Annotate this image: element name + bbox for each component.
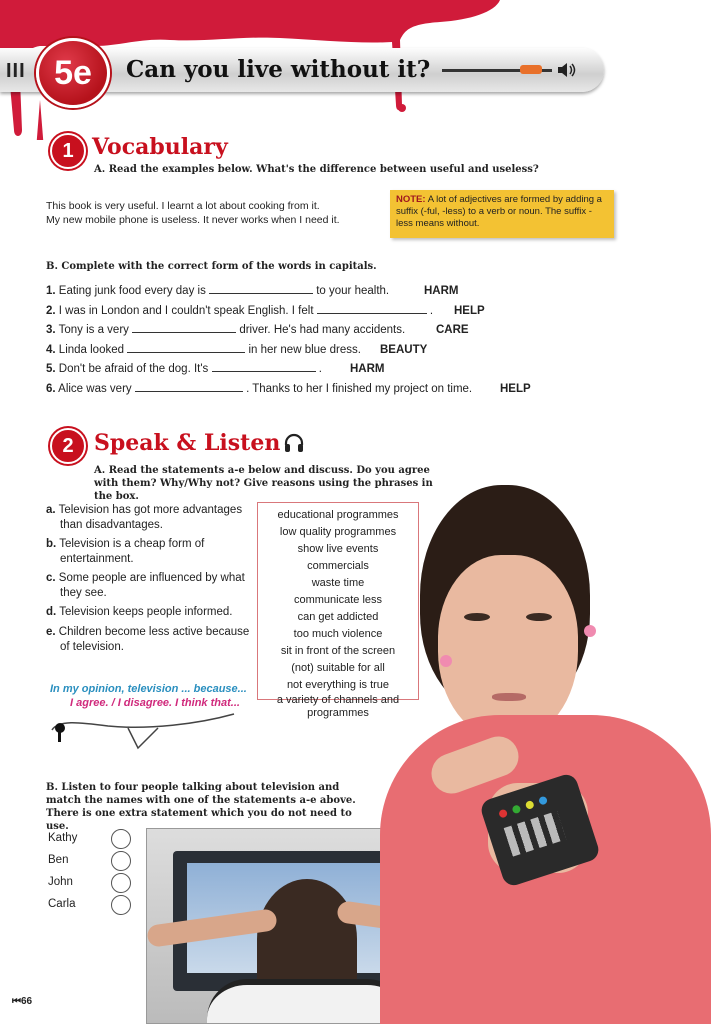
question-number: 3. — [46, 324, 56, 336]
question-text-after: in her new blue dress. — [248, 343, 361, 356]
question-text-before: Tony is a very — [58, 324, 129, 336]
phrase-item: low quality programmes — [279, 526, 397, 538]
capital-word: HELP — [454, 304, 485, 317]
opinion-phrase: In my opinion, television ... because... — [50, 683, 247, 695]
speaker-name: Ben — [48, 854, 69, 866]
bars-mark: III — [6, 60, 26, 82]
question-row — [46, 324, 405, 336]
headphones-icon — [283, 432, 305, 454]
page-title: Can you live without it? — [126, 56, 431, 83]
section-title-speak: Speak & Listen — [94, 430, 281, 456]
question-number: 2. — [46, 304, 56, 317]
capital-word: HELP — [500, 382, 531, 395]
capital-word: HARM — [350, 363, 385, 375]
statement-text: Some people are influenced by what they see. — [58, 572, 245, 599]
question-row — [46, 305, 433, 317]
phrase-item: sit in front of the screen — [280, 645, 396, 657]
phrase-item: too much violence — [293, 628, 383, 640]
capital-word: BEAUTY — [380, 343, 428, 356]
phrase-item: can get addicted — [297, 611, 379, 623]
note-label: NOTE: — [396, 194, 426, 205]
statement-letter: b. — [46, 538, 57, 550]
capital-word: CARE — [436, 324, 469, 336]
question-row — [46, 363, 322, 375]
question-number: 1. — [46, 285, 56, 297]
capital-word: HARM — [424, 285, 459, 297]
phrase-item: (not) suitable for all — [291, 662, 385, 674]
statement-text: Children become less active because of television. — [58, 626, 250, 653]
page-number: ⏮66 — [12, 996, 33, 1007]
question-text-before: Don't be afraid of the dog. It's — [58, 363, 209, 375]
speech-bubble-icon — [48, 708, 238, 752]
answer-blank[interactable] — [212, 371, 316, 372]
phrase-item: commercials — [307, 560, 369, 572]
girl-photo — [360, 445, 711, 1024]
agree-phrase: I agree. / I disagree. I think that... — [70, 697, 240, 709]
question-text-after: . — [429, 304, 434, 317]
phrase-item: not everything is true — [286, 679, 390, 691]
phrase-item: communicate less — [293, 594, 383, 606]
example-sentence: My new mobile phone is useless. It never works when I need it. — [46, 214, 340, 226]
question-row — [46, 383, 472, 395]
statement-letter: a. — [46, 504, 56, 516]
question-row — [46, 344, 361, 356]
section-number-speak: 2 — [50, 428, 86, 464]
answer-blank[interactable] — [127, 352, 245, 353]
answer-blank[interactable] — [209, 293, 313, 294]
statement-text: Television keeps people informed. — [59, 606, 233, 618]
answer-blank[interactable] — [132, 332, 236, 333]
phrase-item: a variety of channels and programmes — [276, 694, 400, 719]
answer-circle[interactable] — [111, 873, 131, 893]
section-number-vocabulary: 1 — [50, 133, 86, 169]
statement-item — [46, 605, 256, 620]
question-text-after: driver. He's had many accidents. — [239, 324, 406, 336]
phrase-item: show live events — [297, 543, 379, 555]
answer-blank[interactable] — [317, 313, 427, 314]
statement-item — [46, 537, 256, 566]
question-text-after: to your health. — [316, 285, 390, 297]
question-text-before: Linda looked — [58, 343, 125, 356]
statement-letter: d. — [46, 606, 57, 618]
note-text: A lot of adjectives are formed by adding a suffix (-ful, -less) to a verb or noun. The suffix -less means without. — [396, 194, 602, 229]
question-text-after: . — [318, 363, 322, 375]
answer-circle[interactable] — [111, 895, 131, 915]
instruction-b-speak: B. Listen to four people talking about television and match the names with one of the statements a-e above. There is one extra statement which you do not need to use. — [46, 782, 356, 832]
example-sentence: This book is very useful. I learnt a lot about cooking from it. — [46, 200, 320, 212]
statement-text: Television has got more advantages than disadvantages. — [58, 504, 243, 531]
question-text-before: Alice was very — [58, 382, 132, 395]
statement-item — [46, 571, 256, 600]
answer-circle[interactable] — [111, 829, 131, 849]
statement-letter: c. — [46, 572, 56, 584]
speaker-icon[interactable] — [556, 61, 578, 79]
question-text-before: Eating junk food every day is — [58, 285, 206, 297]
rewind-icon: ⏮ — [12, 996, 21, 1007]
answer-circle[interactable] — [111, 851, 131, 871]
question-text-before: I was in London and I couldn't speak English. I felt — [58, 304, 314, 317]
question-number: 5. — [46, 363, 56, 375]
question-text-after: . Thanks to her I finished my project on time. — [246, 382, 473, 395]
speaker-name: John — [48, 876, 73, 888]
volume-slider-knob[interactable] — [520, 65, 542, 74]
section-title-vocabulary: Vocabulary — [92, 134, 228, 160]
instruction-a-speak: A. Read the statements a-e below and discuss. Do you agree with them? Why/Why not? Give reasons using the phrases in the box. — [94, 465, 433, 502]
instruction-b-vocabulary: B. Complete with the correct form of the words in capitals. — [46, 261, 377, 272]
girl-face — [438, 555, 578, 740]
statement-item — [46, 503, 256, 532]
question-number: 4. — [46, 343, 56, 356]
speaker-name: Carla — [48, 898, 76, 910]
statement-text: Television is a cheap form of entertainment. — [59, 538, 205, 565]
unit-badge: 5e — [36, 38, 110, 108]
answer-blank[interactable] — [135, 391, 243, 392]
phrase-item: waste time — [311, 577, 365, 589]
question-row — [46, 285, 389, 297]
statement-item — [46, 625, 256, 654]
speaker-name: Kathy — [48, 832, 78, 844]
statement-letter: e. — [46, 626, 56, 638]
instruction-a-vocabulary: A. Read the examples below. What's the difference between useful and useless? — [94, 164, 539, 175]
phrase-item: educational programmes — [277, 509, 399, 521]
note-box — [390, 190, 614, 238]
question-number: 6. — [46, 382, 56, 395]
